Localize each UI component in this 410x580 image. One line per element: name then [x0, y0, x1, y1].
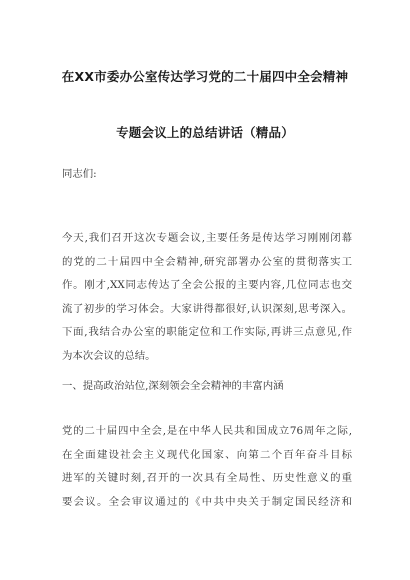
salutation: 同志们: — [62, 168, 97, 180]
paragraph-line: 为本次会议的总结。 — [62, 349, 156, 362]
document-title-line-2: 专题会议上的总结讲话（精品） — [116, 125, 294, 140]
paragraph-line: 作。刚才,XX同志传达了全会公报的主要内容,几位同志也交 — [62, 279, 352, 291]
paragraph-line: 进军的关键时刻,召开的一次具有全局性、历史性意义的重 — [62, 472, 352, 484]
paragraph-line: 在全面建设社会主义现代化国家、向第二个百年奋斗目标 — [62, 448, 352, 461]
paragraph-line: 下面,我结合办公室的职能定位和工作实际,再讲三点意见,作 — [62, 326, 352, 338]
paragraph-2 — [62, 420, 352, 514]
paragraph-line: 要会议。全会审议通过的《中共中央关于制定国民经济和 — [62, 495, 352, 508]
section-heading-1: 一、提高政治站位,深刻领会全会精神的丰富内涵 — [62, 380, 284, 392]
paragraph-line: 的党的二十届四中全会精神,研究部署办公室的贯彻落实工 — [62, 255, 352, 268]
paragraph-line: 党的二十届四中全会,是在中华人民共和国成立76周年之际, — [62, 425, 352, 437]
document-title-line-1: 在XX市委办公室传达学习党的二十届四中全会精神 — [61, 69, 349, 84]
paragraph-1 — [62, 227, 352, 368]
paragraph-line: 今天,我们召开这次专题会议,主要任务是传达学习刚刚闭幕 — [62, 232, 352, 244]
paragraph-line: 流了初步的学习体会。大家讲得都很好,认识深刻,思考深入。 — [62, 302, 352, 315]
